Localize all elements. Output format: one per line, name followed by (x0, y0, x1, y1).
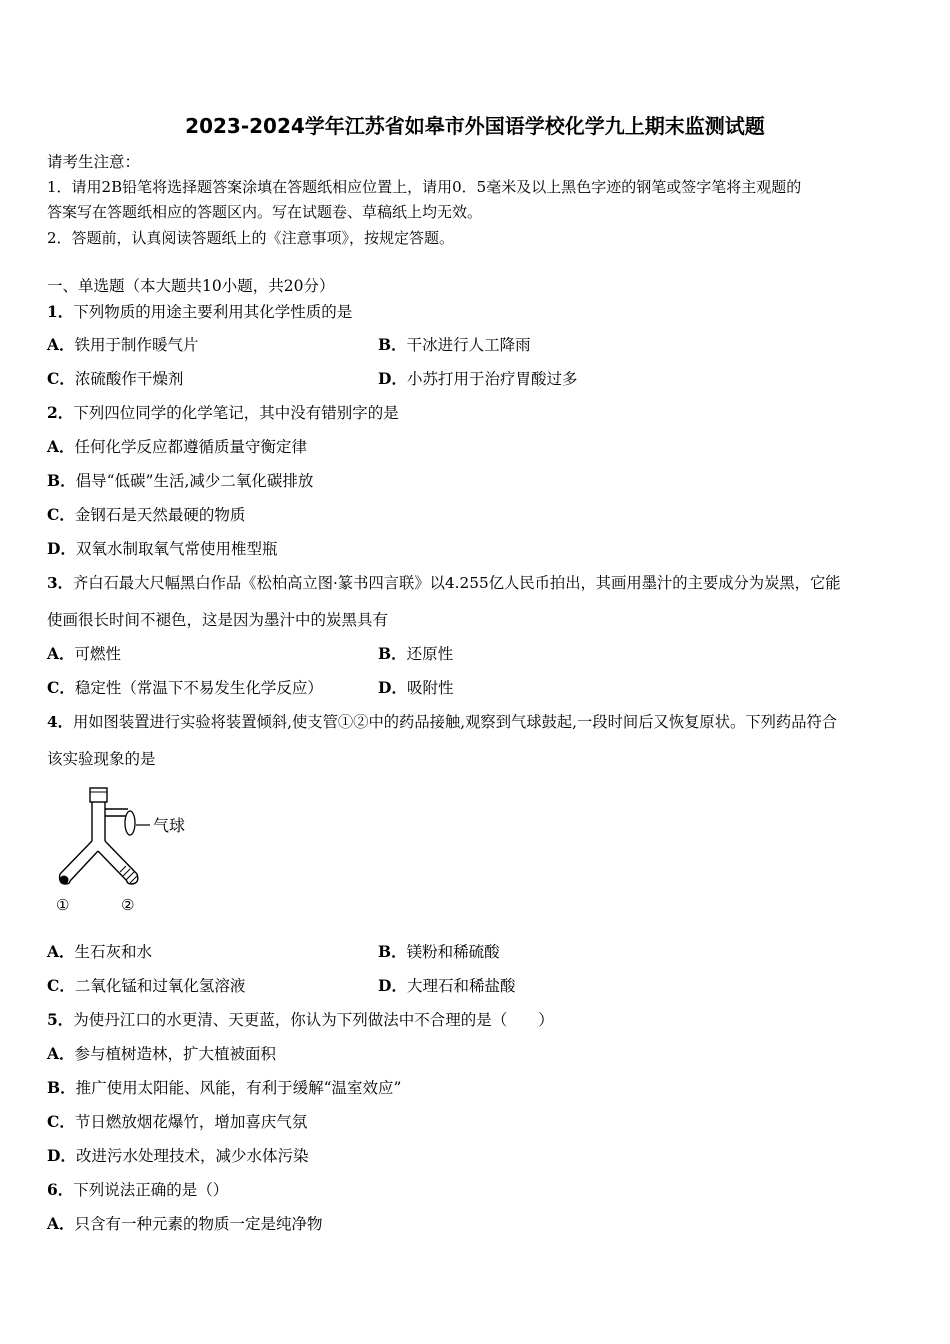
option-text: 参与植树造林，扩大植被面积 (74, 1045, 277, 1063)
question-3 (47, 573, 841, 593)
question-number: 4． (47, 713, 73, 731)
option-letter: D． (378, 976, 407, 995)
question-text: 下列物质的用途主要利用其化学性质的是 (73, 303, 353, 321)
section-heading: 一、单选题（本大题共10小题，共20分） (47, 277, 335, 295)
option-letter: B． (378, 335, 407, 354)
option-letter: D． (47, 539, 76, 558)
option-letter: B． (378, 942, 407, 961)
notice-line-2: 答案写在答题纸相应的答题区内。写在试题卷、草稿纸上均无效。 (47, 203, 483, 221)
right-branch-outer (105, 841, 137, 874)
option-2a (47, 437, 307, 457)
option-letter: A． (47, 1044, 75, 1063)
option-1a (47, 335, 199, 355)
question-text: 齐白石最大尺幅黑白作品《松柏高立图·篆书四言联》以4.255亿人民币拍出，其画用墨汁的主要成分为炭黑，它能 (72, 574, 841, 592)
tube-1-label: ① (56, 896, 70, 914)
option-letter: A． (47, 942, 75, 961)
option-text: 任何化学反应都遵循质量守衡定律 (74, 438, 308, 456)
question-number: 5． (47, 1010, 74, 1029)
option-text: 还原性 (406, 645, 454, 663)
notice-heading: 请考生注意： (47, 153, 141, 171)
option-5a (47, 1044, 276, 1064)
option-1c (47, 369, 183, 389)
option-5b (47, 1078, 401, 1098)
question-number: 3． (47, 574, 73, 592)
option-text: 节日燃放烟花爆竹，增加喜庆气氛 (74, 1113, 308, 1131)
option-text: 改进污水处理技术，减少水体污染 (75, 1147, 309, 1165)
left-branch-outer (60, 841, 92, 874)
question-6 (47, 1180, 228, 1200)
option-text: 只含有一种元素的物质一定是纯净物 (74, 1215, 323, 1233)
option-text: 镁粉和稀硫酸 (406, 943, 500, 961)
option-letter: C． (47, 678, 75, 697)
option-text: 吸附性 (406, 679, 454, 697)
option-letter: A． (47, 335, 75, 354)
option-letter: D． (47, 1146, 76, 1165)
option-2c (47, 505, 245, 525)
balloon-label: 气球 (153, 816, 186, 835)
option-text: 小苏打用于治疗胃酸过多 (406, 370, 578, 388)
option-text: 稳定性（常温下不易发生化学反应） (74, 679, 323, 697)
option-4d (378, 976, 515, 996)
option-text: 铁用于制作暖气片 (74, 336, 199, 354)
option-text: 浓硫酸作干燥剂 (74, 370, 184, 388)
option-1d (378, 369, 577, 389)
tube-2-label: ② (121, 896, 135, 914)
option-3d (378, 678, 453, 698)
balloon (125, 811, 135, 835)
option-letter: C． (47, 505, 75, 524)
option-text: 倡导“低碳”生活,减少二氧化碳排放 (75, 472, 314, 490)
option-5c (47, 1112, 307, 1132)
left-branch-inner (70, 851, 98, 881)
option-letter: D． (378, 369, 407, 388)
question-text: 用如图装置进行实验将装置倾斜,使支管①②中的药品接触,观察到气球鼓起,一段时间后又恢复原状。下列药品符合 (72, 713, 838, 731)
notice-line-1: 1．请用2B铅笔将选择题答案涂填在答题纸相应位置上，请用0．5毫米及以上黑色字迹的钢笔或签字笔将主观题的 (47, 178, 802, 196)
option-letter: C． (47, 369, 75, 388)
question-1 (47, 302, 352, 322)
option-4b (378, 942, 500, 962)
right-branch-bottom (127, 874, 138, 884)
question-number: 6． (47, 1180, 74, 1199)
option-letter: D． (378, 678, 407, 697)
question-number: 2． (47, 403, 74, 422)
stopper (90, 788, 107, 802)
option-3b (378, 644, 453, 664)
option-text: 双氧水制取氧气常使用椎型瓶 (75, 540, 278, 558)
option-5d (47, 1146, 308, 1166)
y-tube-apparatus-figure (50, 786, 210, 921)
option-letter: B． (378, 644, 407, 663)
option-2b (47, 471, 313, 491)
option-letter: A． (47, 437, 75, 456)
question-text: 下列说法正确的是（） (73, 1181, 229, 1199)
option-letter: B． (47, 1078, 76, 1097)
option-6a (47, 1214, 323, 1234)
option-text: 可燃性 (74, 645, 122, 663)
option-text: 干冰进行人工降雨 (406, 336, 531, 354)
option-4a (47, 942, 152, 962)
question-4-continued: 该实验现象的是 (47, 750, 156, 768)
option-letter: A． (47, 1214, 75, 1233)
option-3a (47, 644, 121, 664)
option-2d (47, 539, 277, 559)
option-4c (47, 976, 245, 996)
option-1b (378, 335, 531, 355)
option-letter: B． (47, 471, 76, 490)
question-text: 为使丹江口的水更清、天更蓝，你认为下列做法中不合理的是（ ） (73, 1011, 554, 1029)
option-letter: A． (47, 644, 75, 663)
question-text: 下列四位同学的化学笔记，其中没有错别字的是 (73, 404, 399, 422)
solid-reagent (60, 876, 69, 885)
question-5 (47, 1010, 554, 1030)
question-3-continued: 使画很长时间不褪色，这是因为墨汁中的炭黑具有 (47, 611, 389, 629)
option-text: 二氧化锰和过氧化氢溶液 (74, 977, 246, 995)
option-letter: C． (47, 1112, 75, 1131)
notice-line-3: 2．答题前，认真阅读答题纸上的《注意事项》，按规定答题。 (47, 229, 455, 247)
right-branch-inner (98, 851, 127, 881)
option-text: 推广使用太阳能、风能，有利于缓解“温室效应” (75, 1079, 402, 1097)
question-4 (47, 712, 837, 732)
question-2 (47, 403, 399, 423)
option-text: 金钢石是天然最硬的物质 (74, 506, 246, 524)
page-title: 2023-2024学年江苏省如皋市外国语学校化学九上期末监测试题 (185, 114, 765, 138)
liquid-hatching (120, 866, 137, 883)
option-text: 生石灰和水 (74, 943, 153, 961)
option-text: 大理石和稀盐酸 (406, 977, 516, 995)
question-number: 1． (47, 302, 74, 321)
option-3c (47, 678, 323, 698)
option-letter: C． (47, 976, 75, 995)
